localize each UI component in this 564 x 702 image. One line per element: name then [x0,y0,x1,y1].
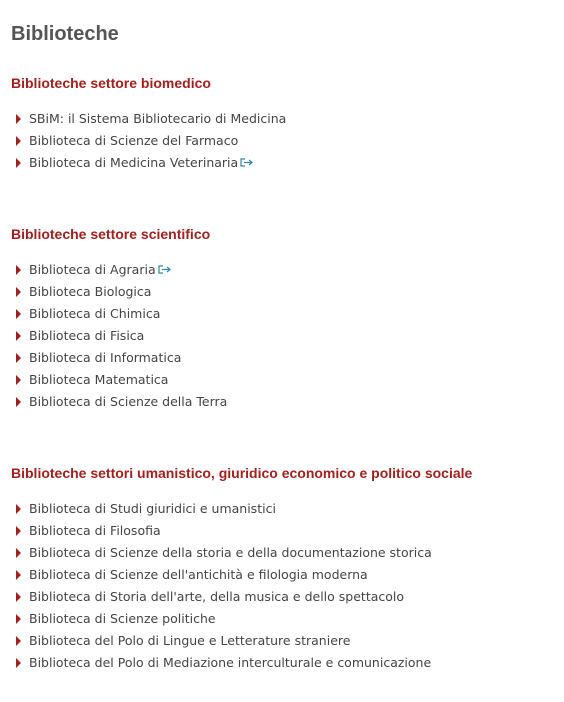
link-label[interactable]: Biblioteca di Scienze politiche [29,611,216,626]
link-label[interactable]: Biblioteca di Agraria [29,262,156,277]
bullet-arrow-icon [16,309,21,319]
list-item[interactable] [14,152,286,174]
bullet-arrow-icon [16,136,21,146]
list-item[interactable] [14,564,432,586]
list-item[interactable] [14,630,432,652]
list-item[interactable] [14,108,286,130]
list-item[interactable] [14,652,432,674]
bullet-arrow-icon [16,158,21,168]
link-list-umanistico [14,498,432,674]
link-label[interactable]: Biblioteca Matematica [29,372,169,387]
link-label[interactable]: Biblioteca di Studi giuridici e umanistici [29,501,276,516]
link-label[interactable]: Biblioteca di Medicina Veterinaria [29,155,239,170]
list-item[interactable] [14,542,432,564]
bullet-arrow-icon [16,570,21,580]
list-item[interactable] [14,325,227,347]
page-title: Biblioteche [11,23,119,45]
bullet-arrow-icon [16,592,21,602]
bullet-arrow-icon [16,397,21,407]
link-label[interactable]: Biblioteca di Informatica [29,350,182,365]
bullet-arrow-icon [16,504,21,514]
list-item[interactable] [14,608,432,630]
section-heading-umanistico: Biblioteche settori umanistico, giuridico economico e politico sociale [11,465,473,481]
bullet-arrow-icon [16,287,21,297]
external-link-icon[interactable] [240,158,254,167]
list-item[interactable] [14,391,227,413]
external-link-icon[interactable] [158,265,172,274]
link-label[interactable]: Biblioteca di Scienze del Farmaco [29,133,239,148]
link-label[interactable]: Biblioteca di Scienze della Terra [29,394,228,409]
link-label[interactable]: Biblioteca di Storia dell'arte, della musica e dello spettacolo [29,589,405,604]
list-item[interactable] [14,520,432,542]
list-item[interactable] [14,347,227,369]
section-heading-scientifico: Biblioteche settore scientifico [11,226,211,242]
section-heading-biomedico: Biblioteche settore biomedico [11,75,211,91]
link-label[interactable]: Biblioteca di Chimica [29,306,161,321]
bullet-arrow-icon [16,614,21,624]
list-item[interactable] [14,498,432,520]
bullet-arrow-icon [16,114,21,124]
bullet-arrow-icon [16,548,21,558]
list-item[interactable] [14,586,432,608]
bullet-arrow-icon [16,658,21,668]
link-label[interactable]: Biblioteca del Polo di Lingue e Letterature straniere [29,633,351,648]
bullet-arrow-icon [16,526,21,536]
link-label[interactable]: Biblioteca di Fisica [29,328,145,343]
list-item[interactable] [14,281,227,303]
bullet-arrow-icon [16,265,21,275]
link-label[interactable]: Biblioteca di Filosofia [29,523,161,538]
bullet-arrow-icon [16,636,21,646]
link-label[interactable]: SBiM: il Sistema Bibliotecario di Medicina [29,111,287,126]
link-label[interactable]: Biblioteca del Polo di Mediazione interculturale e comunicazione [29,655,432,670]
link-label[interactable]: Biblioteca di Scienze dell'antichità e filologia moderna [29,567,368,582]
list-item[interactable] [14,303,227,325]
list-item[interactable] [14,130,286,152]
link-list-scientifico [14,259,227,413]
bullet-arrow-icon [16,331,21,341]
link-label[interactable]: Biblioteca Biologica [29,284,152,299]
link-list-biomedico [14,108,286,174]
list-item[interactable] [14,259,227,281]
bullet-arrow-icon [16,353,21,363]
list-item[interactable] [14,369,227,391]
link-label[interactable]: Biblioteca di Scienze della storia e della documentazione storica [29,545,432,560]
bullet-arrow-icon [16,375,21,385]
